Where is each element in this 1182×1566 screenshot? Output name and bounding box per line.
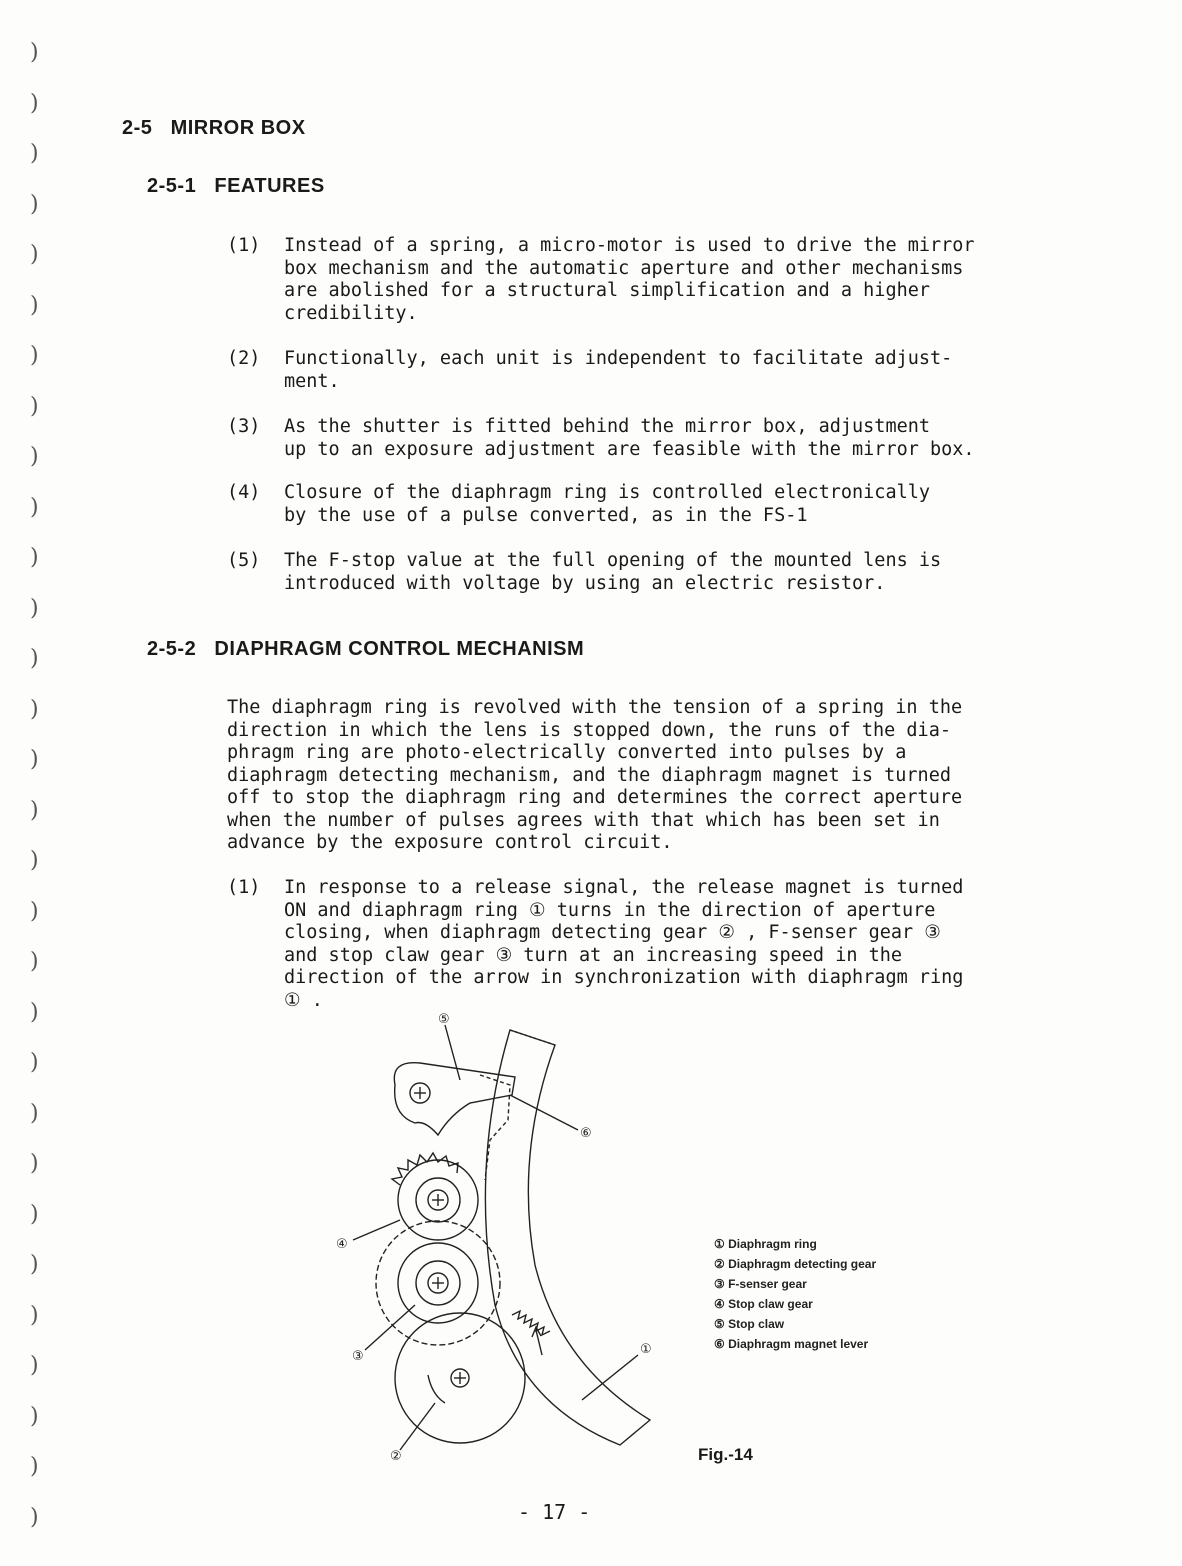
legend-item-1: ① Diaphragm ring [714, 1237, 817, 1251]
callout-1: ① [640, 1342, 652, 1357]
margin-mark: ) [30, 696, 39, 722]
features-heading [147, 175, 325, 198]
feature-item-text: As the shutter is fitted behind the mirror box, adjustment up to an exposure adjustment are feasible with the mirror box. [284, 416, 975, 460]
margin-mark: ) [30, 191, 39, 217]
diaphragm-title: DIAPHRAGM CONTROL MECHANISM [214, 638, 585, 660]
margin-mark: ) [30, 1252, 39, 1277]
feature-item-number: (1) [227, 235, 261, 256]
margin-mark: ) [30, 1353, 39, 1378]
figure-legend [714, 1234, 876, 1354]
callout-5: ⑤ [438, 1012, 450, 1027]
callout-6: ⑥ [580, 1126, 592, 1141]
margin-mark: ) [30, 141, 39, 166]
margin-mark: ) [30, 1100, 39, 1126]
callout-2: ② [390, 1449, 402, 1464]
figure-caption: Fig.-14 [698, 1445, 753, 1464]
margin-mark: ) [30, 292, 39, 318]
margin-mark: ) [30, 343, 39, 368]
feature-item-text: The F-stop value at the full opening of the mounted lens is introduced with voltage by using an electric resistor. [284, 550, 942, 594]
legend-item-6: ⑥ Diaphragm magnet lever [714, 1337, 869, 1351]
section-title: MIRROR BOX [170, 117, 306, 139]
step-text: In response to a release signal, the release magnet is turned ON and diaphragm ring ① turns in the direction of aperture closing, when diaphragm detecting gear ② , F-senser gear ③ and stop claw gear ③ turn at an increasing speed in the direction of the arrow in synchronization with diaphragm ring ① . [284, 877, 964, 1011]
margin-mark: ) [30, 595, 39, 621]
margin-mark: ) [30, 949, 39, 974]
feature-item-number: (5) [227, 550, 261, 571]
diaphragm-number: 2-5-2 [147, 638, 197, 660]
margin-mark: ) [30, 242, 39, 267]
page-number: - 17 - [518, 1500, 591, 1524]
legend-item-4: ④ Stop claw gear [714, 1297, 813, 1311]
feature-item-number: (3) [227, 416, 261, 437]
margin-mark: ) [30, 1201, 39, 1227]
section-number: 2-5 [122, 117, 153, 139]
step-number: (1) [227, 877, 261, 898]
mechanism-diagram [320, 1005, 680, 1475]
margin-mark: ) [30, 1504, 39, 1530]
legend-item-3: ③ F-senser gear [714, 1277, 807, 1291]
margin-mark: ) [30, 1403, 39, 1429]
diaphragm-intro: The diaphragm ring is revolved with the tension of a spring in the direction in which the lens is stopped down, the runs of the dia- phragm ring are photo-electrically converted into pulses by a diaphragm detecting mechanism, and the diaphragm magnet is turned off to stop the diaphragm ring and determines the correct aperture when the number of pulses agrees with that which has been set in advance by the exposure control circuit. [227, 697, 963, 853]
margin-mark: ) [30, 1050, 39, 1075]
callout-3: ③ [352, 1349, 364, 1364]
margin-mark: ) [30, 545, 39, 570]
features-number: 2-5-1 [147, 175, 197, 197]
feature-item-text: Functionally, each unit is independent to facilitate adjust- ment. [284, 348, 953, 392]
margin-mark: ) [30, 999, 39, 1025]
feature-item-number: (2) [227, 348, 261, 369]
margin-mark: ) [30, 444, 39, 469]
margin-mark: ) [30, 393, 39, 419]
section-heading [122, 117, 306, 140]
margin-mark: ) [30, 494, 39, 520]
margin-mark: ) [30, 1151, 39, 1176]
margin-mark: ) [30, 646, 39, 671]
feature-item-number: (4) [227, 482, 261, 503]
margin-mark: ) [30, 40, 39, 65]
margin-mark: ) [30, 848, 39, 873]
margin-mark: ) [30, 1454, 39, 1479]
margin-mark: ) [30, 797, 39, 823]
feature-item-text: Instead of a spring, a micro-motor is used to drive the mirror box mechanism and the automatic aperture and other mechanisms are abolished for a structural simplification and a higher credibility. [284, 235, 975, 324]
features-title: FEATURES [214, 175, 325, 197]
margin-mark: ) [30, 898, 39, 924]
margin-mark: ) [30, 747, 39, 772]
legend-item-5: ⑤ Stop claw [714, 1317, 785, 1331]
legend-item-2: ② Diaphragm detecting gear [714, 1257, 877, 1271]
feature-item-text: Closure of the diaphragm ring is controlled electronically by the use of a pulse converted, as in the FS-1 [284, 482, 931, 526]
margin-mark: ) [30, 1302, 39, 1328]
diaphragm-heading [147, 638, 584, 661]
margin-mark: ) [30, 90, 39, 116]
callout-4: ④ [336, 1237, 348, 1252]
